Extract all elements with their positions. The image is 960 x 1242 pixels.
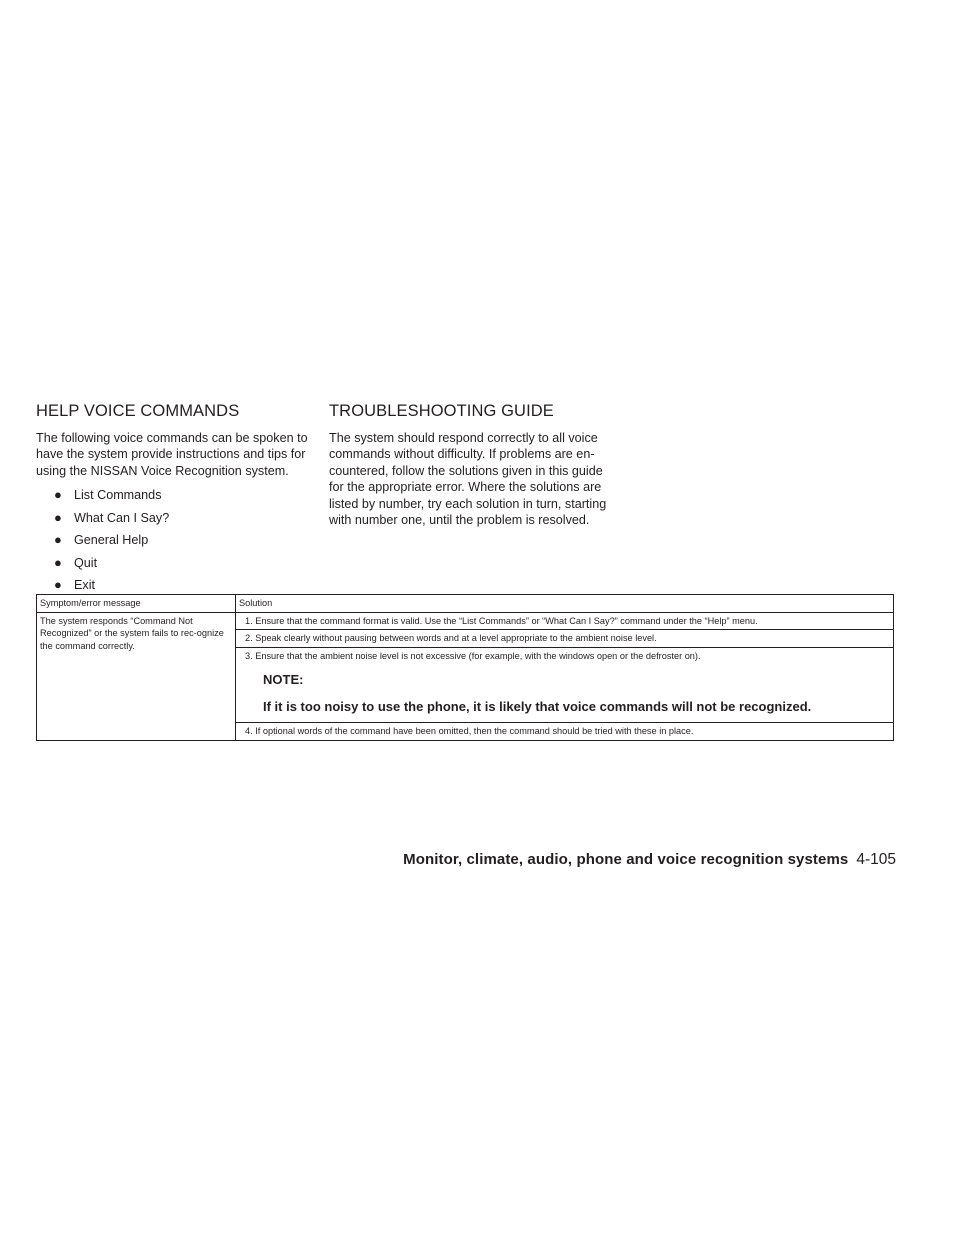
command-label: Exit [74,578,95,593]
symptom-cell: The system responds “Command Not Recognized” or the system fails to rec-ognize the command correctly. [37,612,236,740]
solution-step-3-cell [236,647,894,723]
bullet-icon: ● [54,532,62,548]
note-text: If it is too noisy to use the phone, it is likely that voice commands will not be recognized. [263,699,812,714]
command-label: What Can I Say? [74,510,170,525]
bullet-icon: ● [54,487,62,503]
page-number: 4-105 [856,851,896,868]
help-command-list [36,487,314,600]
help-voice-commands-section [36,402,314,600]
bullet-icon: ● [54,577,62,593]
solution-step-3: 3. Ensure that the ambient noise level is not excessive (for example, with the windows open or the defroster on). [245,650,701,661]
list-item [36,487,314,510]
solution-step-2: 2. Speak clearly without pausing between words and at a level appropriate to the ambient noise level. [236,630,894,648]
command-label: List Commands [74,488,162,503]
help-intro-text: The following voice commands can be spoken to have the system provide instructions and tips for using the NISSAN Voice Recognition system. [36,431,308,478]
table-row [37,612,894,630]
list-item [36,510,314,533]
troubleshooting-intro-text: The system should respond correctly to all voice commands without difficulty. If problems are en-countered, follow the solutions given in this guide for the appropriate error. Where the solutions are listed by number, try each solution in turn, starting with number one, until the problem is resolved. [329,431,607,528]
list-item [36,555,314,578]
troubleshooting-section-title: TROUBLESHOOTING GUIDE [329,402,554,420]
header-symptom: Symptom/error message [37,595,236,613]
solution-step-4: 4. If optional words of the command have been omitted, then the command should be tried with these in place. [236,723,894,741]
troubleshooting-guide-section [329,402,609,528]
bullet-icon: ● [54,554,62,570]
list-item [36,532,314,555]
header-solution: Solution [236,595,894,613]
command-label: Quit [74,555,98,570]
page-footer [403,851,896,869]
bullet-icon: ● [54,509,62,525]
table-header-row [37,595,894,613]
note-label: NOTE: [263,672,304,687]
solution-step-1: 1. Ensure that the command format is valid. Use the “List Commands” or “What Can I Say?” command under the “Help” menu. [236,612,894,630]
note-block [263,671,890,716]
footer-section-title: Monitor, climate, audio, phone and voice recognition systems [403,851,849,868]
command-label: General Help [74,533,149,548]
troubleshooting-table [36,594,894,741]
help-section-title: HELP VOICE COMMANDS [36,402,240,420]
